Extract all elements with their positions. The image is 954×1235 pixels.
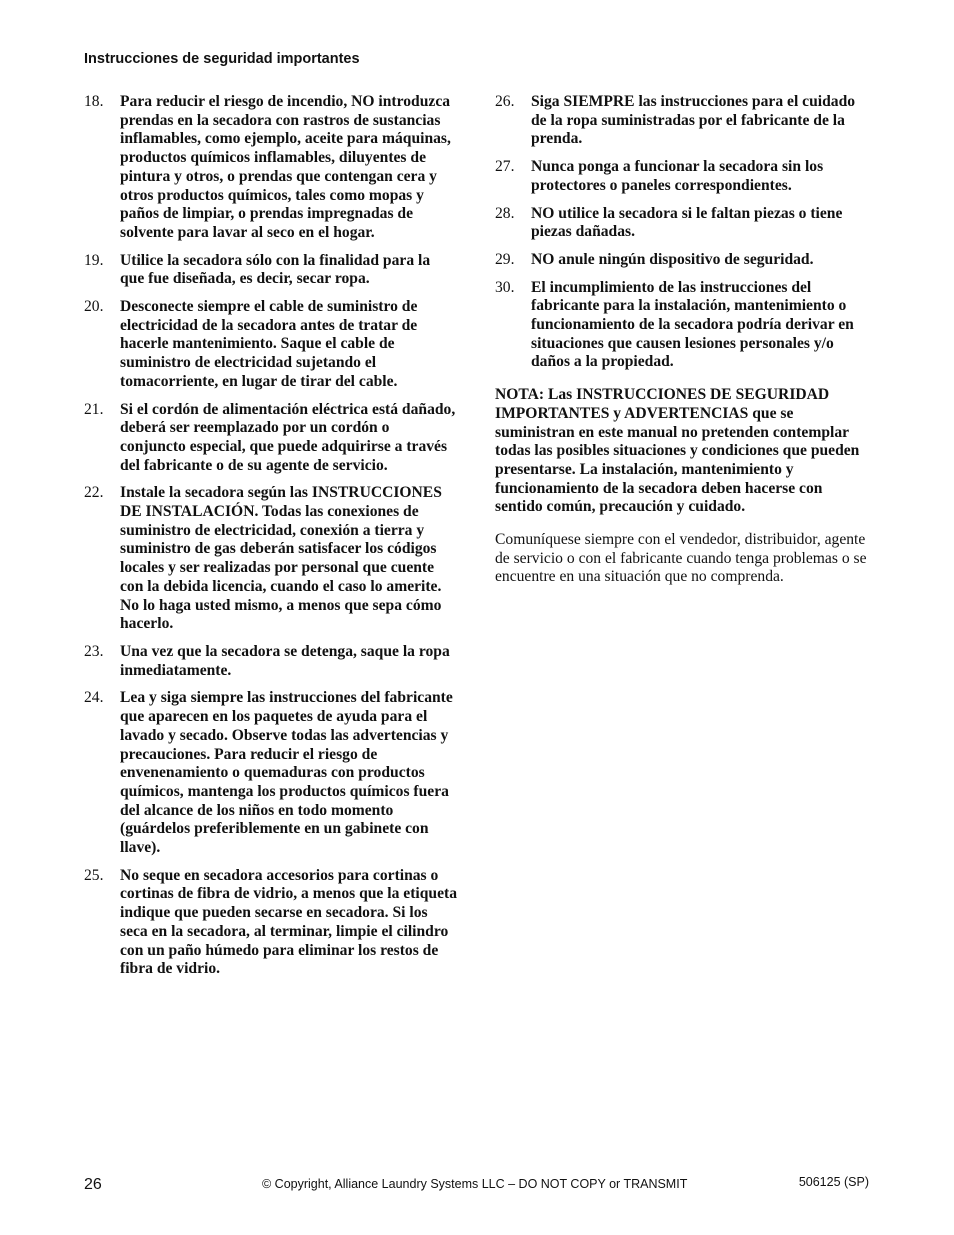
item-text: El incumplimiento de las instrucciones del fabricante para la instalación, mantenimiento o funcionamiento de la secadora podría derivar en situaciones que causen lesiones personales y/o daños a la propiedad. (531, 278, 854, 371)
item-number: 29. (495, 250, 515, 268)
item-number: 27. (495, 158, 515, 176)
list-item (84, 93, 458, 243)
item-text: Para reducir el riesgo de incendio, NO introduzca prendas en la secadora con rastros de sustancias inflamables, como ejemplo, aceite para máquinas, productos químicos inflamables, diluyentes de pintura y otros, o prendas que contengan cera y otros productos químicos, tales como mopas y paños de limpiar, o prendas impregnadas de solvente para lavar al seco en el hogar. (120, 93, 451, 241)
list-item (495, 158, 870, 195)
item-text: NO anule ningún dispositivo de seguridad. (531, 250, 814, 268)
safety-list-left (84, 93, 458, 979)
document-number: 506125 (SP) (798, 1175, 869, 1189)
section-title: Instrucciones de seguridad importantes (84, 51, 360, 67)
item-number: 30. (495, 278, 515, 296)
item-text: No seque en secadora accesorios para cortinas o cortinas de fibra de vidrio, a menos que la etiqueta indique que pueden secarse en secadora. Si los seca en la secadora, al terminar, limpie el cilindro con un paño húmedo para eliminar los restos de fibra de vidrio. (120, 866, 457, 978)
item-text: Si el cordón de alimentación eléctrica está dañado, deberá ser reemplazado por un cordón o conjuncto especial, que puede adquirirse a través del fabricante o de su agente de servicio. (120, 400, 456, 474)
item-number: 26. (495, 93, 515, 110)
page-number: 26 (84, 1176, 102, 1193)
list-item (84, 401, 458, 476)
item-text: Nunca ponga a funcionar la secadora sin los protectores o paneles correspondientes. (531, 158, 824, 194)
item-text: Utilice la secadora sólo con la finalidad para la que fue diseñada, es decir, secar ropa. (120, 251, 431, 288)
item-number: 21. (84, 400, 104, 418)
item-number: 24. (84, 689, 104, 707)
list-item (84, 643, 458, 680)
list-item (84, 298, 458, 392)
list-item (495, 251, 870, 270)
item-number: 18. (84, 93, 104, 110)
item-text: NO utilice la secadora si le faltan piezas o tiene piezas dañadas. (531, 204, 843, 241)
contact-paragraph: Comuníquese siempre con el vendedor, distribuidor, agente de servicio o con el fabricante cuando tenga problemas o se encuentre en una situación que no comprenda. (495, 531, 867, 586)
item-text: Instale la secadora según las INSTRUCCIONES DE INSTALACIÓN. Todas las conexiones de suministro de electricidad, conexión a tierra y suministro de gas deberán satisfacer los códigos locales y ser realizadas por personal que cuente con la debida licencia, cuando el caso lo amerite. No lo haga usted mismo, a menos que sepa cómo hacerlo. (120, 484, 442, 633)
copyright-notice: © Copyright, Alliance Laundry Systems LLC – DO NOT COPY or TRANSMIT (262, 1177, 688, 1191)
list-item (84, 252, 458, 289)
list-item (495, 279, 870, 373)
list-item (84, 867, 458, 979)
safety-list-right (495, 93, 870, 372)
item-number: 22. (84, 484, 104, 502)
item-number: 25. (84, 866, 104, 884)
safety-note: NOTA: Las INSTRUCCIONES DE SEGURIDAD IMPORTANTES y ADVERTENCIAS que se suministran en este manual no pretenden contemplar todas las posibles situaciones y condiciones que pueden presentarse. La instalación, mantenimiento y funcionamiento de la secadora deben hacerse con sentido común, precaución y cuidado. (495, 386, 860, 516)
right-column (495, 93, 870, 587)
left-column (84, 93, 458, 988)
list-item (495, 205, 870, 242)
item-text: Una vez que la secadora se detenga, saque la ropa inmediatamente. (120, 642, 450, 679)
item-number: 28. (495, 204, 515, 222)
item-text: Desconecte siempre el cable de suministro de electricidad de la secadora antes de tratar de hacerle mantenimiento. Saque el cable de suministro de electricidad sujetando el tomacorriente, en lugar de tirar del cable. (120, 298, 418, 390)
item-number: 23. (84, 642, 104, 660)
list-item (84, 689, 458, 857)
list-item (495, 93, 870, 149)
list-item (84, 484, 458, 634)
item-number: 19. (84, 251, 104, 269)
item-number: 20. (84, 298, 104, 316)
item-text: Siga SIEMPRE las instrucciones para el cuidado de la ropa suministradas por el fabricante de la prenda. (531, 93, 856, 148)
item-text: Lea y siga siempre las instrucciones del fabricante que aparecen en los paquetes de ayuda para el lavado y secado. Observe todas las advertencias y precauciones. Para reducir el riesgo de envenenamiento o quemaduras con productos químicos, mantenga los productos químicos fuera del alcance de los niños en todo momento (guárdelos preferiblemente en un gabinete con llave). (120, 689, 453, 857)
